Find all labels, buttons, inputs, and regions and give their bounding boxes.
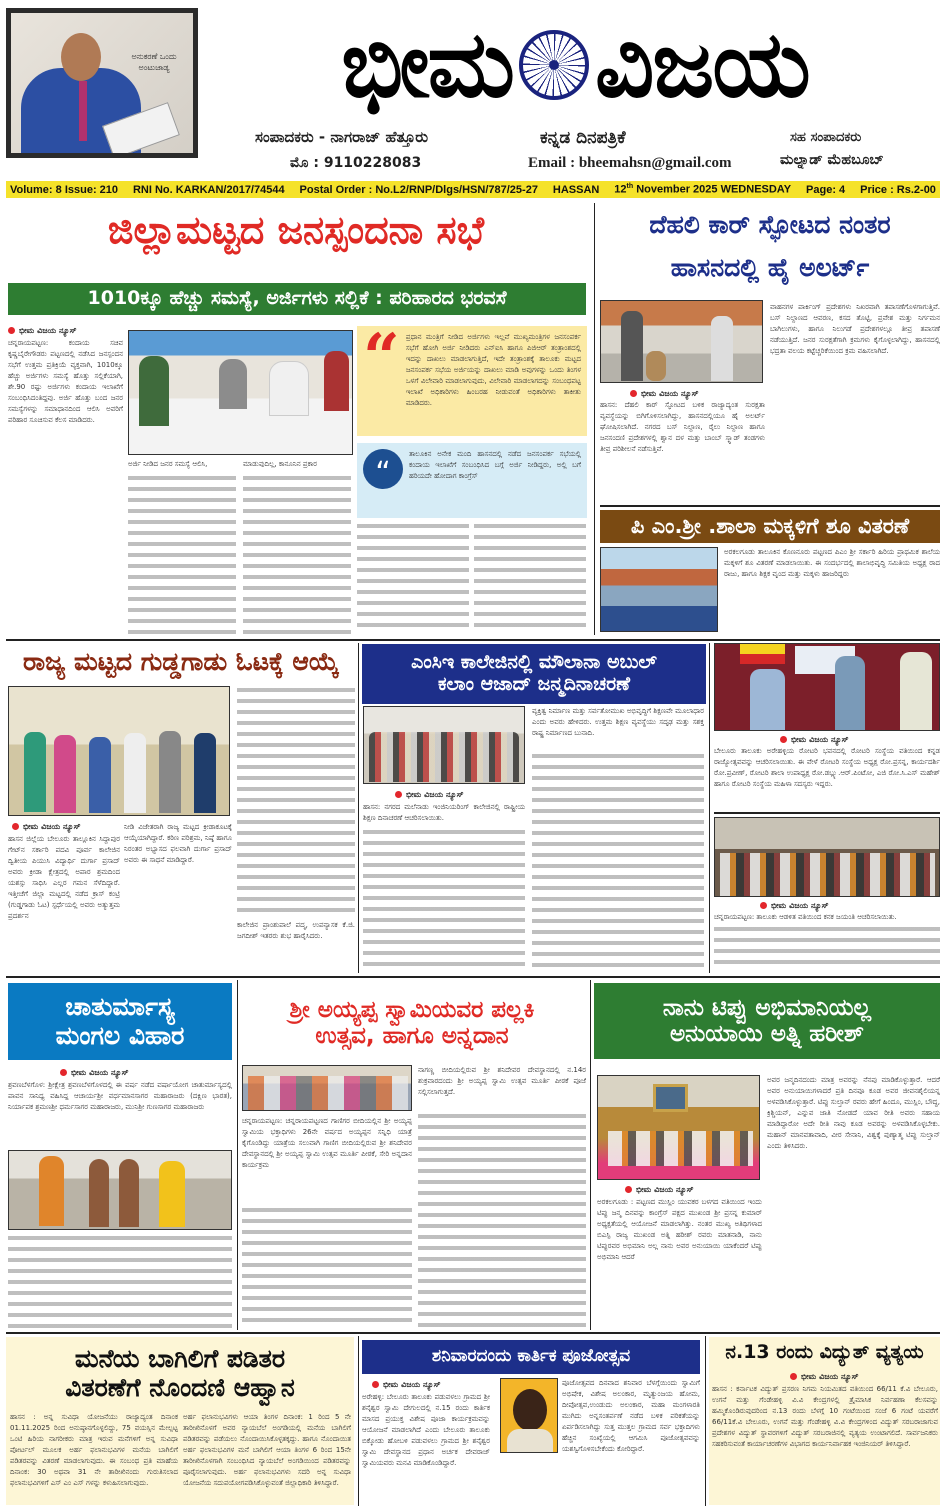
date: 12th November 2025 WEDNESDAY (614, 183, 792, 196)
coeditor-label: ಸಹ ಸಂಪಾದಕರು (790, 130, 862, 145)
photo-ayyappa-devotees (242, 1065, 412, 1111)
city: HASSAN (552, 183, 600, 196)
byline: ಭೀಮ ವಿಜಯ ನ್ಯೂಸ್ (395, 790, 463, 800)
article-body-col (8, 1234, 232, 1328)
byline: ಭೀಮ ವಿಜಯ ನ್ಯೂಸ್ (372, 1380, 440, 1390)
article-body-col (714, 925, 940, 970)
section-divider (600, 505, 940, 507)
bullet-icon (630, 390, 637, 397)
bullet-icon (8, 327, 15, 334)
article-body-right: ಅವರ ಜನ್ಮದಿನದಂದು ಮಾತ್ರ ಅವರನ್ನು ನೆನಪು ಮಾಡಿಕೊಳ್ಳುತ್ತಾರೆ. ಆದರೆ ಅವರ ಅನುಯಾಯಿಗಳಾದರೆ ಪ್ರತಿ ದಿನವೂ ಕೂಡ ಅವರ ಜೀವನಶೈಲಿಯನ್ನ ಅಳವಡಿಸಿಕೊಳ್ಳುತ್ತಾರೆ. ಟಿಪ್ಪು ಸುಲ್ತಾನ್ ರವರು ಹೇಗೆ ಹಿಂದೂ, ಮುಸ್ಲಿಂ, ಬೌದ್ಧ, ಕ್ರಿಶ್ಚಿಯನ್, ಎನ್ನುವ ಜಾತಿ ನೋಡದೆ ಯಾವ ರೀತಿ ಅವರು ಸಹಾಯ ಮಾಡಿದ್ದಾರೋ ಅದೇ ರೀತಿ ನಾವು ಕೂಡ ಅವರನ್ನು ಅಳವಡಿಸಿಕೊಳ್ಳಬೇಕು. ಮಹಾನ್ ಮಾನವತಾವಾದಿ, ವೀರ ಸೇನಾನಿ, ವಿಶ್ವಕ್ಕೆ ಪುಣ್ಯಾತ್ಮ ಟಿಪ್ಪು ಸುಲ್ತಾನ್ ಎಂದು ತಿಳಿಸಿದರು. (767, 1076, 940, 1150)
portrait-quote: ಅನುಕರಣೆ ಒಂದು ಅಂಟುಜಾಡ್ಯ (131, 52, 177, 72)
speech-bubble-icon: “ (363, 449, 403, 489)
bullet-icon (12, 823, 19, 830)
section-divider (714, 812, 940, 814)
article-body-continued: ವಾಹನಗಳ ಪಾರ್ಕಿಂಗ್ ಪ್ರದೇಶಗಳು ನಿಖರವಾಗಿ ತಪಾಸಣೆಗೊಳಗಾಗುತ್ತಿವೆ. ಬಸ್ ನಿಲ್ದಾಣದ ಆವರಣ, ಕಸದ ತೊಟ್ಟಿ, ಪ್ರವೇಶ ಮತ್ತು ನಿರ್ಗಮನ ಬಾಗಿಲುಗಳು, ಹಾಗೂ ನಿಲುಗಡೆ ಪ್ರದೇಶಗಳಲ್ಲೂ ತೀವ್ರ ತಪಾಸಣೆ ನಡೆಯುತ್ತಿದೆ. ಜನರ ಸುರಕ್ಷತೆಗಾಗಿ ಕ್ರಮಗಳು ಕೈಗೊಳ್ಳಲಾಗಿದ್ದು, ಹಾಸನದಲ್ಲಿ ಭದ್ರತಾ ವಲಯ ಕಟ್ಟೆಚ್ಚರಿಕೆಯಿಂದ ಕ್ರಮ ವಹಿಸಲಾಗಿದೆ. (770, 303, 940, 355)
coeditor-name: ಮಲ್ನಾಡ್ ಮೆಹಬೂಬ್ (780, 152, 884, 168)
byline: ಭೀಮ ವಿಜಯ ನ್ಯೂಸ್ (780, 735, 848, 745)
headline-delhi-line2[interactable]: ಹಾಸನದಲ್ಲಿ ಹೈ ಅಲರ್ಟ್ (670, 252, 870, 282)
photo-kanaka-jayanti (714, 817, 940, 897)
byline: ಭೀಮ ವಿಜಯ ನ್ಯೂಸ್ (12, 822, 80, 832)
photo-sports-felicitation (8, 686, 230, 816)
photo-tipu-jayanti (597, 1075, 760, 1180)
section-divider (6, 1332, 940, 1334)
article-lead: ಹಾಸನ: ನಗರದ ಮಲೆನಾಡು ಇಂಜಿನಿಯರಿಂಗ್ ಕಾಲೇಜಿನಲ್ಲಿ ರಾಷ್ಟ್ರೀಯ ಶಿಕ್ಷಣ ದಿನಾಚರಣೆ ಆಚರಿಸಲಾಯಿತು. (363, 803, 525, 822)
info-bar (6, 181, 940, 198)
article-body-col (532, 752, 704, 970)
volume: Volume: 8 (10, 183, 62, 196)
photo-caption-2: ಮಾಡುವುದಿಲ್ಲ, ಕಾನೂನಿನ ಪ್ರಕಾರ (243, 460, 317, 468)
headline-tipu[interactable]: ನಾನು ಟಿಪ್ಪು ಅಭಿಮಾನಿಯಲ್ಲ ಅನುಯಾಯಿ ಅತ್ನಿ ಹರೀಶ್ (594, 983, 940, 1059)
headline-chaturmasya[interactable]: ಚಾತುರ್ಮಾಸ್ಯ ಮಂಗಲ ವಿಹಾರ (8, 983, 232, 1060)
column-divider (358, 643, 359, 973)
article-lead: ಶ್ರವಣಬೆಳಗೊಳ: ಶ್ರೀಕ್ಷೇತ್ರ ಶ್ರವಣಬೆಳಗೊಳದಲ್ಲಿ ಈ ವರ್ಷ ನಡೆದ ವರ್ಷಾಯೋಗ ಚಾತುರ್ಮಾಸ್ಯದಲ್ಲಿ ಪಾವನ ಸಾನಿಧ್ಯ ವಹಿಸಿದ್ದ ಆಚಾರ್ಯಶ್ರೀ ವರ್ಧಮಾನಸಾಗರ ಮಹಾರಾಜರು (ದಕ್ಷಿಣ ಭಾರತ), ನಿರ್ಯಾಪಕ ಶ್ರಮಣಶ್ರೀ ಧರ್ಮಸಾಗರ ಮಹಾರಾಜರು, ಮುನಿಶ್ರೀ ಗುಣಸಾಗರ ಮಹಾರಾಜರು (8, 1081, 232, 1111)
bullet-icon (372, 1381, 379, 1388)
ambedkar-portrait (6, 8, 198, 158)
article-body-col (237, 686, 355, 916)
byline: ಭೀಮ ವಿಜಯ ನ್ಯೂಸ್ (625, 1185, 693, 1195)
headline-janaspandana[interactable]: ಜಿಲ್ಲಾಮಟ್ಟದ ಜನಸ್ಪಂದನಾ ಸಭೆ (107, 208, 485, 253)
headline-azad-line2: ಕಲಾಂ ಆಜಾದ್ ಜನ್ಮದಿನಾಚರಣೆ (438, 673, 630, 695)
article-body: ಬೇಲೂರು ತಾಲೂಕು ಅರೇಹಳ್ಳಿಯ ರೋಟರಿ ಭವನದಲ್ಲಿ ರೋಟರಿ ಸಂಸ್ಥೆಯ ವತಿಯಿಂದ ಕನ್ನಡ ರಾಜ್ಯೋತ್ಸವವನ್ನು ಆಚರಿಸಲಾಯಿತು. ಈ ವೇಳೆ ರೋಟರಿ ಸಂಸ್ಥೆಯ ಅಧ್ಯಕ್ಷ ರೋ.ಪ್ರಸನ್ನ, ಕಾರ್ಯದರ್ಶಿ ರೋ.ಪ್ರವೀಣ್, ರೋಟರಿ ಶಾಲಾ ಉಪಾಧ್ಯಕ್ಷ ರೋ.ಡಬ್ಲ್ಯು.ಆರ್.ಪಿಂಟೋ, ಎಜಿ ರೋ.ಸಿ.ಎಸ್ ಮಹೇಶ್ ಹಾಗೂ ರೋಟರಿ ಸಂಸ್ಥೆಯ ಮಹಿಳಾ ಸದಸ್ಯರು ಇದ್ದರು. (714, 747, 940, 788)
editor-name: ಸಂಪಾದಕರು - ನಾಗರಾಜ್ ಹೆತ್ತೂರು (255, 128, 428, 146)
article-body: ಅರಕಲಗೂಡು ತಾಲೂಕಿನ ಕೊಣನೂರು ಪಟ್ಟಣದ ಪಿಎಂ ಶ್ರೀ ಸರ್ಕಾರಿ ಹಿರಿಯ ಪ್ರಾಥಮಿಕ ಶಾಲೆಯ ಮಕ್ಕಳಿಗೆ ಶೂ ವಿತರಣೆ ಮಾಡಲಾಯಿತು. ಈ ಸಂದರ್ಭದಲ್ಲಿ ಶಾಲಾಭಿವೃದ್ಧಿ ಸಮಿತಿಯ ಅಧ್ಯಕ್ಷ ರಾದ ರಾಜು, ಹಾಗೂ ಶಿಕ್ಷಕ ವೃಂದ ಮತ್ತು ಮಕ್ಕಳು ಹಾಜರಿದ್ದರು (724, 548, 940, 578)
bullet-icon (395, 791, 402, 798)
byline: ಭೀಮ ವಿಜಯ ನ್ಯೂಸ್ (60, 1068, 128, 1078)
article-body-end: ಕಾಲೇಜಿನ ಪ್ರಾಂಶುಪಾಲೆ ಪದ್ಮ, ಉಪನ್ಯಾಸಕ ಕೆ.ಜಿ. ಜಗದೀಶ್ ಇತರರು ಶುಭ ಹಾರೈಸಿದರು. (237, 921, 355, 940)
byline: ಭೀಮ ವಿಜಯ ನ್ಯೂಸ್ (630, 389, 698, 399)
subhead-janaspandana: 1010ಕ್ಕೂ ಹೆಚ್ಚು ಸಮಸ್ಯೆ, ಅರ್ಜಿಗಳು ಸಲ್ಲಿಕೆ : ಪರಿಹಾರದ ಭರವಸೆ (8, 283, 586, 315)
headline-ayyappa[interactable]: ಶ್ರೀ ಅಯ್ಯಪ್ಪ ಸ್ವಾಮಿಯವರ ಪಲ್ಲಕಿ ಉತ್ಸವ, ಹಾಗೂ ಅನ್ನದಾನ (289, 996, 535, 1049)
title-left: ಭೀಮ (341, 10, 514, 118)
issue: Issue: 210 (64, 183, 119, 196)
byline: ಭೀಮ ವಿಜಯ ನ್ಯೂಸ್ (790, 1372, 858, 1382)
rni-number: RNI No. KARKAN/2017/74544 (132, 183, 285, 196)
article-lead: ಅರಕಲಗೂಡು : ಪಟ್ಟಣದ ಮುಸ್ಲಿಂ ಯುವಕರ ಬಳಗದ ವತಿಯಿಂದ ಇಂದು ಟಿಪ್ಪು ಜನ್ಮ ದಿನವನ್ನು ಕಾಂಗ್ರೆಸ್ ಪಕ್ಷದ ಮುಖಂಡ ಶ್ರೀ ಪ್ರಸನ್ನ ಕುಮಾರ್ ಅಧ್ಯಕ್ಷತೆಯಲ್ಲಿ ಆಯೋಜನೆ ಮಾಡಲಾಗಿತ್ತು. ನಂತರ ಮುಖ್ಯ ಅತಿಥಿಗಳಾದ ಬಿಎಸ್ಪಿ ರಾಜ್ಯ ಮುಖಂಡ ಅತ್ನಿ ಹರೀಶ್ ರವರು ಮಾತನಾಡಿ, ನಾನು ಟಿಪ್ಪುರವರ ಅಭಿಮಾನಿ ಅಲ್ಲ ನಾನು ಅವರ ಅನುಯಾಯಿ ಯಾಕೆಂದರೆ ಟಿಪ್ಪು ಅಭಿಮಾನಿ ಆದರೆ (597, 1198, 762, 1261)
price: Price : Rs.2-00 (860, 183, 936, 196)
photo-dog-squad (600, 300, 763, 383)
photo-rotary-event (714, 643, 940, 731)
photo-college-event (363, 706, 525, 784)
article-lead: ಚನ್ನರಾಯಪಟ್ಟಣ: ಕಂದಾಯ ಸಚಿವ ಕೃಷ್ಣಬೈರೇಗೌಡರು ಪಟ್ಟಣದಲ್ಲಿ ನಡೆಸಿದ ಜನಸ್ಪಂದನ ಸಭೆಗೆ ಉತ್ತಮ ಪ್ರತಿಕ್ರಿಯೆ ವ್ಯಕ್ತವಾಗಿ, 1010ಕ್ಕೂ ಹೆಚ್ಚು ಅರ್ಜಿಗಳು ಸಮಸ್ಯೆ ಹೊತ್ತು ಸಲ್ಲಿಕೆಯಾಗಿ, ಶೇ.90 ರಷ್ಟು ಅರ್ಜಿಗಳು ಕಂದಾಯ ಇಲಾಖೆಗೆ ಸಂಬಂಧಿಸಿದಂತಿದ್ದವು. ಅರ್ಜಿ ಹೊತ್ತು ಬಂದ ಜನರ ಸಮಸ್ಯೆಗಳನ್ನು ಸಮಾಧಾನದಿಂದ ಆಲಿಸಿ ಅವರಿಗೆ ಪರಿಹಾರ ಸೂಚಿಸುವ ಕೆಲಸ ಮಾಡಿದರು. (8, 339, 123, 424)
article-body-col (363, 828, 525, 970)
title-right: ವಿಜಯ (595, 10, 809, 118)
quote-box-1: “ ಪ್ರಧಾನ ಮಂತ್ರಿಗೆ ನೀಡಿದ ಅರ್ಜಿಗಳು ಇಲ್ಲವೆ ಮುಖ್ಯಮಂತ್ರಿಗಳ ಜನಸಂಪರ್ಕ ಸಭೆಗೆ ಹೋಗಿ ಅರ್ಜಿ ನೀಡಿದರು ಎನ್‌ಐಸಿ ಹಾಗೂ ಪಿಜಿಆರ್ ತಂತ್ರಾಂಶದಲ್ಲಿ ಇದನ್ನು ದಾಖಲು ಮಾಡಲಾಗುತ್ತಿದೆ, ಇದೇ ತಂತ್ರಾಂಶಕ್ಕೆ ತಾಲೂಕು ಮಟ್ಟದ ಜನಸಂಪರ್ಕ ಸಭೆಯ ಅರ್ಜಿಯನ್ನು ದಾಖಲು ಮಾಡಿ ಅವುಗಳನ್ನು ಒಂದು ತಿಂಗಳ ಒಳಗೆ ವಿಲೇವಾರಿ ಮಾಡಲಾಗುವುದು, ವಿಲೇವಾರಿ ಮಾಡಲಾಗದನ್ನು ಸಂಬಂಧಪಟ್ಟ ಇಲಾಖೆ ಅಧಿಕಾರಿಗಳು ಹಿಂಬರಹ ನೀಡುವಂತೆ ಅಧಿಕಾರಿಗಳು ತಾಕೀತು ಮಾಡಿದರು. (357, 326, 587, 436)
headline-pmshri[interactable]: ಪಿ ಎಂ.ಶ್ರೀ .ಶಾಲಾ ಮಕ್ಕಳಿಗೆ ಶೂ ವಿತರಣೆ (600, 510, 940, 543)
article-body-col (357, 522, 469, 634)
page-number: Page: 4 (806, 183, 846, 196)
article-lead: ಹಾಸನ ಜಿಲ್ಲೆಯ ಬೇಲೂರು ತಾಲ್ಲೂಕಿನ ಸಿದ್ದಾಪುರ ಗೇಟ್‌ನ ಸರ್ಕಾರಿ ಪದವಿ ಪೂರ್ವ ಕಾಲೇಜಿನ ದ್ವಿತೀಯ ಪಿಯುಸಿ ವಿದ್ಯಾರ್ಥಿ ದುರ್ಗಾ ಪ್ರಸಾದ್ ಅವರು ಕ್ರೀಡಾ ಕ್ಷೇತ್ರದಲ್ಲಿ ಅಪಾರ ಶ್ರಮದಿಂದ ಯಶಸ್ಸು ಸಾಧಿಸಿ ಎಲ್ಲರ ಗಮನ ಸೆಳೆದಿದ್ದಾರೆ. ಇತ್ತೀಚೆಗೆ ಜಿಲ್ಲಾ ಮಟ್ಟದಲ್ಲಿ ನಡೆದ ಕ್ರಾಸ್ ಕಂಟ್ರಿ (ಗುಡ್ಡಗಾಡು ಓಟ) ಸ್ಪರ್ಧೆಯಲ್ಲಿ ಅವರು ಅತ್ಯುತ್ತಮ ಪ್ರದರ್ಶನ (8, 835, 120, 920)
article-body-col (128, 474, 236, 634)
headline-karthika[interactable]: ಶನಿವಾರದಂದು ಕಾರ್ತಿಕ ಪೂಜೋತ್ಸವ (362, 1340, 700, 1374)
headline-delhi-line1[interactable]: ದೆಹಲಿ ಕಾರ್ ಸ್ಫೋಟದ ನಂತರ (649, 209, 891, 239)
section-divider (6, 639, 940, 641)
headline-power[interactable]: ನ.13 ರಂದು ವಿದ್ಯುತ್ ವ್ಯತ್ಯಯ (725, 1341, 924, 1364)
bullet-icon (60, 1069, 67, 1076)
photo-school-students (600, 547, 718, 632)
bullet-icon (760, 902, 767, 909)
article-body: ಹಾಸನ : ಕರ್ನಾಟಕ ವಿದ್ಯುತ್ ಪ್ರಸರಣ ನಿಗಮ ನಿಯಮಿತದ ವತಿಯಿಂದ 66/11 ಕೆ.ವಿ ಬೇಲೂರು, ಉಗನೆ ಮತ್ತು ಗೆಂಡೇಹಳ್ಳಿ ವಿ.ವಿ ಕೇಂದ್ರಗಳಲ್ಲಿ ತ್ರೈಮಾಸಿಕ ನಿರ್ವಹಣಾ ಕೆಲಸವನ್ನು ಹಮ್ಮಿಕೊಂಡಿರುವುದರಿಂದ ನ.13 ರಂದು ಬೆಳಗ್ಗೆ 10 ಗಂಟೆಯಿಂದ ಸಂಜೆ 6 ಗಂಟೆ ಯವರೆಗೆ 66/11ಕೆ.ವಿ ಬೇಲೂರು, ಉಗನೆ ಮತ್ತು ಗೆಂಡೇಹಳ್ಳಿ ವಿ.ವಿ ಕೇಂದ್ರಗಳಿಂದ ವಿದ್ಯುತ್ ಸರಬರಾಜಾಗುವ ಪ್ರದೇಶಗಳ ವಿದ್ಯುತ್ ಸ್ಥಾವರಗಳಿಗೆ ವಿದ್ಯುತ್ ಸರಬರಾಜಿನಲ್ಲಿ ವ್ಯತ್ಯಯ ಉಂಟಾಗಲಿದೆ. ಸಾರ್ವಜನಿಕರು ಸಹಕರಿಸುವಂತೆ ಕಾರ್ಯಾಚರಣೆಗಳ ವಿಭಾಗದ ಕಾರ್ಯನಿರ್ವಾಹಕ ಇಂಜಿನಿಯರ್ ತಿಳಿಸಿದ್ದಾರೆ. (712, 1385, 938, 1448)
photo-janaspandana-meeting (128, 330, 353, 455)
photo-priest (500, 1378, 558, 1453)
phone-number: ಮೊ : 9110228083 (290, 155, 422, 171)
photo-caption-1: ಅರ್ಜಿ ನೀಡಿದ ಜನರ ಸಮಸ್ಯೆ ಆಲಿಸಿ, (128, 460, 208, 468)
article-col-1: ಹಾಸನ : ಅನ್ನ ಸುವಿಧಾ ಯೋಜನೆಯು ರಾಜ್ಯಾದ್ಯಂತ ದಿನಾಂಕ 01.11.2025 ರಿಂದ ಅನುಷ್ಠಾನಗೊಳ್ಳಲಿದ್ದು, 75 ವಯಸ್ಸಿನ ಮೇಲ್ಪಟ್ಟ ಒಂಟಿ ಹಿರಿಯ ನಾಗರೀಕರು ಮಾತ್ರ ಇರುವ ಮನೆಗಳಿಗೆ ಅನ್ನ ಸುವಿಧಾ ಪೋರ್ಟಲ್ ಮೂಲಕ ಅರ್ಹ ಫಲಾನುಭವಿಗಳ ಮನೆಯ ಬಾಗಿಲಿಗೆ ಪಡಿತರವನ್ನು ವಿತರಣೆ ಮಾಡಲಾಗುವುದು. ಈ ಸಂಬಂಧ ಪ್ರತಿ ಮಾಹೆಯ ದಿನಾಂಕ: 30 ಅಥವಾ 31 ನೇ ತಾರೀಖಿನಂದು ಗುರುತಿಸಲಾದ ಫಲಾನುಭವಿಗಳಿಗೆ ಎಸ್ ಎಂ ಎಸ್ ಗಳನ್ನು ಕಳುಹಿಸಲಾಗುವುದು. (10, 1413, 178, 1487)
article-body-col: ನೀಡಿ ವಿಜೇತರಾಗಿ ರಾಜ್ಯ ಮಟ್ಟದ ಕ್ರೀಡಾಕೂಟಕ್ಕೆ ಆಯ್ಕೆಯಾಗಿದ್ದಾರೆ. ಕಠಿಣ ಪರಿಶ್ರಮ, ನಿಷ್ಠೆ ಹಾಗೂ ನಿರಂತರ ಅಭ್ಯಾಸದ ಫಲವಾಗಿ ದುರ್ಗಾ ಪ್ರಸಾದ್ ಅವರು ಈ ಸಾಧನೆ ಮಾಡಿದ್ದಾರೆ. (124, 823, 232, 864)
quote-box-2: “ ತಾಲೂಕಿನ ಅನೇಕ ಮಂದಿ ಹಾಸನದಲ್ಲಿ ನಡೆದ ಜನಸಂಪರ್ಕ ಸಭೆಯಲ್ಲಿ ಕಂದಾಯ ಇಲಾಖೆಗೆ ಸಂಬಂಧಿಸಿದ ಬಗ್ಗೆ ಅರ್ಜಿ ನೀಡಿದ್ದರು, ಅಲ್ಲಿ ಬಗೆ ಹರಿಯದೇ ಹೋದಾಗ ಕಾಂಗ್ರೆಸ್ (357, 443, 587, 518)
article-body-col (418, 1112, 586, 1328)
article-body-col (474, 522, 586, 634)
headline-azad[interactable] (362, 644, 706, 704)
column-divider (705, 1336, 706, 1506)
paper-type: ಕನ್ನಡ ದಿನಪತ್ರಿಕೆ (540, 128, 626, 148)
column-divider (590, 980, 591, 1330)
headline-ration[interactable]: ಮನೆಯ ಬಾಗಿಲಿಗೆ ಪಡಿತರ ವಿತರಣೆಗೆ ನೊಂದಣಿ ಆಹ್ವಾನ (65, 1344, 295, 1402)
article-body-right: ನಾಗಣ್ಣ ಬೀದಿಯಲ್ಲಿರುವ ಶ್ರೀ ಶನಿದೇವರ ದೇವಸ್ಥಾನದಲ್ಲಿ ನ.14ರ ಶುಕ್ರವಾರದಂದು ಶ್ರೀ ಅಯ್ಯಪ್ಪ ಸ್ವಾಮಿ ಉತ್ಸವ ಮೂರ್ತಿ ಪೀಠಕೆ ಪೂಜೆ ಸಲ್ಲಿಸಲಾಗುತ್ತದೆ. (418, 1066, 586, 1096)
article-lead: ಚನ್ನರಾಯಪಟ್ಟಣ: ಚನ್ನರಾಯಪಟ್ಟಣದ ಗಾಣಿಗರ ಬೀದಿಯಲ್ಲಿನ ಶ್ರೀ ಅಯ್ಯಪ್ಪ ಸ್ವಾಮಿಯ ಭಕ್ತಾಧಿಗಳು 26ನೇ ವರ್ಷದ ಅಯ್ಯಪ್ಪನ ಸನ್ನಿಧಿ ಯಾತ್ರೆ ಕೈಗೊಂಡಿದ್ದು ಯಾತ್ರೆಯ ಸಲುವಾಗಿ ಗಾಣಿಗ ಬೀದಿಯಲ್ಲಿರುವ ಶ್ರೀ ಶನಿದೇವರ ದೇವಸ್ಥಾನದಲ್ಲಿ ಶ್ರೀ ಅಯ್ಯಪ್ಪ ಸ್ವಾಮಿ ಉತ್ಸವ ಮೂರ್ತಿ ಪೀಠಕೆ, ಸೇರಿ ಅನ್ನದಾನ ಕಾರ್ಯಕ್ರಮ (242, 1117, 412, 1169)
column-divider (594, 203, 595, 635)
email-link[interactable]: Email : bheemahsn@gmail.com (528, 155, 732, 171)
article-col-2: ಅರ್ಹ ಫಲಾನುಭವಿಗಳು ಆಯಾ ತಿಂಗಳ ದಿನಾಂಕ: 1 ರಿಂದ 5 ನೇ ತಾರೀಖಿನೊಳಗೆ ಅವರ ನ್ಯಾಯಬೆಲೆ ಅಂಗಡಿಯಲ್ಲಿ ಮನೆಯ ಬಾಗಿಲಿಗೆ ಪಡಿತರವನ್ನು ಪಡೆಯಲು ನೊಂದಾಯಿಸಿಕೊಳ್ಳತಕ್ಕದ್ದು. ಹಾಗೂ ನೊಂದಾಯಿತ ಅರ್ಹ ಫಲಾನುಭವಿಗಳ ಮನೆ ಬಾಗಿಲಿಗೆ ಆಯಾ ತಿಂಗಳ 6 ರಿಂದ 15ನೇ ತಾರೀಖಿನೊಳಗಾಗಿ ಸಂಬಂಧಿಸಿದ ನ್ಯಾಯಬೆಲೆ ಅಂಗಡಿಯಿಂದ ಪಡಿತರವನ್ನು ಪೂರೈಸಲಾಗುವುದು. ಅರ್ಹ ಫಲಾನುಭವಿಗಳು ಸದರಿ ಅನ್ನ ಸುವಿಧಾ ಯೋಜನೆಯ ಸದುಪಯೋಗಪಡಿಸಿಕೊಳ್ಳುವಂತೆ ಜಿಲ್ಲಾಧಿಕಾರಿ ತಿಳಿಸಿದ್ದಾರೆ. (183, 1413, 351, 1487)
article-body: ಚನ್ನರಾಯಪಟ್ಟಣ: ತಾಲೂಕು ಆಡಳಿತ ವತಿಯಿಂದ ಕನಕ ಜಯಂತಿ ಆಚರಿಸಲಾಯಿತು. (714, 913, 897, 921)
article-lead: ಹಾಸನ: ದೆಹಲಿ ಕಾರ್ ಸ್ಫೋಟದ ಬಳಿಕ ರಾಜ್ಯಾದ್ಯಂತ ಸುರಕ್ಷತಾ ವ್ಯವಸ್ಥೆಯನ್ನು ಬಿಗಿಗೊಳಿಸಲಾಗಿದ್ದು, ಹಾಸನದಲ್ಲಿಯೂ ಹೈ ಅಲರ್ಟ್ ಘೋಷಿಸಲಾಗಿದೆ. ನಗರದ ಬಸ್ ನಿಲ್ದಾಣ, ರೈಲು ನಿಲ್ದಾಣ ಹಾಗೂ ಜನಸಂದಣಿ ಪ್ರದೇಶಗಳಲ್ಲಿ ಶ್ವಾನ ದಳ ಮತ್ತು ಬಾಂಬ್ ಸ್ಕ್ವಾಡ್ ತಂಡಗಳು ತೀವ್ರ ಪರಿಶೀಲನೆ ನಡೆಸುತ್ತಿವೆ. (600, 401, 765, 453)
column-divider (709, 643, 710, 973)
ashoka-chakra-icon (519, 30, 589, 100)
postal-order: Postal Order : No.L2/RNP/Dlgs/HSN/787/25-27 (299, 183, 538, 196)
headline-azad-line1: ಎಂಸಿಇ ಕಾಲೇಜಿನಲ್ಲಿ ಮೌಲಾನಾ ಅಬುಲ್ (411, 651, 657, 674)
section-divider (6, 976, 940, 978)
article-body-col (242, 1206, 412, 1328)
headline-guddagadu[interactable]: ರಾಜ್ಯ ಮಟ್ಟದ ಗುಡ್ಡಗಾಡು ಓಟಕ್ಕೆ ಆಯ್ಕೆ (22, 646, 339, 676)
column-divider (358, 1336, 359, 1506)
bullet-icon (780, 736, 787, 743)
bullet-icon (790, 1373, 797, 1380)
quote-mark-icon: “ (363, 320, 400, 395)
photo-monks-procession (8, 1150, 232, 1230)
byline: ಭೀಮ ವಿಜಯ ನ್ಯೂಸ್ (8, 326, 76, 336)
article-body-col (243, 474, 351, 634)
column-divider (237, 980, 238, 1330)
bullet-icon (625, 1186, 632, 1193)
article-body-right: ವ್ಯಕ್ತಿತ್ವ ನಿರ್ಮಾಣ ಮತ್ತು ಸರ್ವತೋಮುಖ ಅಭಿವೃದ್ಧಿಗೆ ಶಿಕ್ಷಣವೇ ಮೂಲಾಧಾರ ಎಂದು ಅವರು ಹೇಳಿದರು. ಉತ್ತಮ ಶಿಕ್ಷಣ ವ್ಯವಸ್ಥೆಯು ಸದೃಢ ಮತ್ತು ಸಶಕ್ತ ರಾಷ್ಟ್ರ ನಿರ್ಮಾಣದ ಬುನಾದಿ. (532, 707, 704, 737)
newspaper-title (205, 10, 945, 120)
article-lead: ಅರೇಹಳ್ಳಿ: ಬೇಲೂರು ತಾಲೂಕು ಪಡುವಳಲು ಗ್ರಾಮದ ಶ್ರೀ ಶನೈಶ್ವರ ಸ್ವಾಮಿ ದೇಗುಲದಲ್ಲಿ ನ.15 ರಂದು ಕಾರ್ತಿಕ ಮಾಸದ ಪ್ರಯುಕ್ತ ವಿಶೇಷ ಪೂಜಾ ಕಾರ್ಯಕ್ರಮವನ್ನು ಆಯೋಜನೆ ಮಾಡಲಾಗಿದೆ ಎಂದು ಬೇಲೂರು ತಾಲೂಕು ಬಿಕ್ಕೋಡು ಹೋಬಳಿ ಪಡುವಳಲು ಗ್ರಾಮದ ಶ್ರೀ ಶನೈಶ್ವರ ಸ್ವಾಮಿ ದೇವಸ್ಥಾನದ ಪ್ರಧಾನ ಅರ್ಚಕ ದೇವರಾಜ್ ಸ್ವಾಮಿಯವರು ಮನವಿ ಮಾಡಿಕೊಂಡಿದ್ದಾರೆ. (362, 1393, 490, 1467)
article-body-right: ಪೂಜೋತ್ಸವದ ದಿನವಾದ ಶನಿವಾರ ಬೆಳಗ್ಗೆಯಿಂದು ಸ್ವಾಮಿಗೆ ಅಭಿಷೇಕ, ವಿಶೇಷ ಅಲಂಕಾರ, ಮೃತ್ಯುಂಜಯ ಹೋಮ, ದೀಪೋತ್ಸವ,ಉಂಡುದು ಅಲಂಕಾರ, ಮಹಾ ಮಂಗಳಾರತಿ ಮುಗಿದು ಅನ್ನಸಂತರ್ಪಣೆ ನಡೆದ ಬಳಿಕ ಪರಿಕತೆಯನ್ನು ಏರ್ಪಡಿಸಲಾಗಿದ್ದು ಸುತ್ತ ಮುತ್ತಲ ಗ್ರಾಮದ ಸರ್ವ ಭಕ್ತಾದಿಗಳು ಹೆಚ್ಚಿನ ಸಂಖ್ಯೆಯಲ್ಲಿ ಆಗಮಿಸಿ ಪೂಜೋತ್ಸವವನ್ನು ಯಶಸ್ವಿಗೊಳಿಸಬೇಕೆಂದು ಕೋರಿದ್ದಾರೆ. (562, 1379, 700, 1453)
byline: ಭೀಮ ವಿಜಯ ನ್ಯೂಸ್ (760, 901, 828, 911)
